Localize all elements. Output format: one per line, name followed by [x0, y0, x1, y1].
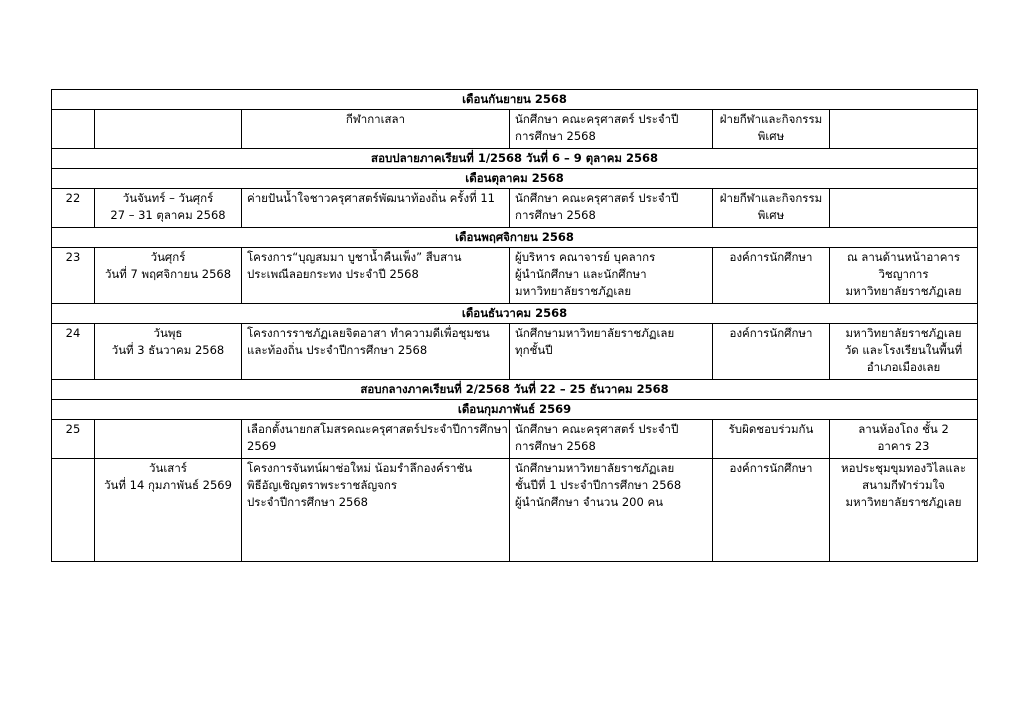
row-responsible-line: พิเศษ [757, 129, 785, 143]
row-venue-line: วัด และโรงเรียนในพื้นที่ [844, 343, 963, 357]
row-activity [242, 189, 510, 228]
row-date-line: วันที่ 14 กุมภาพันธ์ 2569 [104, 478, 232, 492]
row-number-line: 22 [65, 191, 81, 205]
row-participants-line: นักศึกษามหาวิทยาลัยราชภัฏเลย [515, 326, 675, 340]
row-responsible-line: รับผิดชอบร่วมกัน [728, 422, 814, 436]
row-venue-line: หอประชุมขุมทองวิไลและ [841, 461, 967, 475]
row-number-line: 25 [65, 422, 81, 436]
row-venue-line: วิชญาการ [878, 267, 929, 281]
row-responsible-line: องค์การนักศึกษา [729, 461, 813, 475]
month-header-september: เดือนกันยายน 2568 [52, 90, 978, 110]
row-activity-line: พิธีอัญเชิญตราพระราชลัญจกร [247, 478, 398, 492]
row-venue [830, 324, 978, 380]
row-date-line: 27 – 31 ตุลาคม 2568 [110, 208, 226, 222]
month-header-december: เดือนธันวาคม 2568 [52, 304, 978, 324]
row-activity-line: และท้องถิ่น ประจำปีการศึกษา 2568 [247, 343, 428, 357]
row-venue-line: มหาวิทยาลัยราชภัฏเลย [845, 284, 962, 298]
row-number-line: 24 [65, 326, 81, 340]
row-responsible [713, 189, 830, 228]
month-header-february: เดือนกุมภาพันธ์ 2569 [52, 400, 978, 420]
row-number [52, 189, 95, 228]
row-date-line: วันที่ 7 พฤศจิกายน 2568 [104, 267, 232, 281]
row-venue-line: มหาวิทยาลัยราชภัฏเลย [845, 495, 962, 509]
row-venue [830, 110, 978, 149]
month-header-row [52, 228, 978, 248]
row-responsible-line: องค์การนักศึกษา [729, 326, 813, 340]
exam-header-row [52, 149, 978, 169]
row-participants-line: การศึกษา 2568 [515, 129, 596, 143]
row-activity [242, 459, 510, 562]
row-participants-line: มหาวิทยาลัยราชภัฏเลย [515, 284, 632, 298]
row-activity-line: ประเพณีลอยกระทง ประจำปี 2568 [247, 267, 419, 281]
row-responsible [713, 248, 830, 304]
row-number [52, 110, 95, 149]
table-row [52, 420, 978, 459]
table-row [52, 324, 978, 380]
row-activity-line: กีฬากาเสลา [345, 112, 406, 126]
exam-header-row [52, 380, 978, 400]
row-activity-line: โครงการราชภัฏเลยจิตอาสา ทำความดีเพื่อชุมชน [247, 326, 490, 340]
row-venue-line: อาคาร 23 [877, 439, 930, 453]
month-header-october: เดือนตุลาคม 2568 [52, 169, 978, 189]
row-venue-line: อำเภอเมืองเลย [866, 360, 941, 374]
row-participants-line: นักศึกษา คณะครุศาสตร์ ประจำปี [515, 112, 679, 126]
row-venue [830, 189, 978, 228]
row-responsible [713, 459, 830, 562]
row-activity-line: ประจำปีการศึกษา 2568 [247, 495, 368, 509]
table-row [52, 110, 978, 149]
row-responsible-line: ฝ่ายกีฬาและกิจกรรม [719, 112, 823, 126]
activity-schedule-table [51, 89, 978, 562]
row-date-line: วันเสาร์ [149, 461, 187, 475]
table-row [52, 189, 978, 228]
month-header-row [52, 90, 978, 110]
row-number [52, 248, 95, 304]
row-participants [510, 420, 713, 459]
row-venue [830, 459, 978, 562]
row-responsible-line: ฝ่ายกีฬาและกิจกรรม [719, 191, 823, 205]
row-responsible [713, 110, 830, 149]
row-participants [510, 248, 713, 304]
table-row [52, 248, 978, 304]
row-responsible-line: พิเศษ [757, 208, 785, 222]
row-participants-line: ผู้นำนักศึกษา จำนวน 200 คน [515, 495, 664, 509]
row-date [95, 110, 242, 149]
row-venue [830, 420, 978, 459]
row-date-line: วันศุกร์ [150, 250, 186, 264]
row-responsible [713, 420, 830, 459]
row-participants-line: ทุกชั้นปี [515, 343, 553, 357]
row-venue-line: สนามกีฬาร่วมใจ [862, 478, 945, 492]
row-participants [510, 189, 713, 228]
row-activity-line: โครงการจันทน์ผาช่อใหม่ น้อมรำลึกองค์ราชัน [247, 461, 473, 475]
month-header-november: เดือนพฤศจิกายน 2568 [52, 228, 978, 248]
row-venue [830, 248, 978, 304]
row-activity-line: โครงการ“บุญสมมา บูชาน้ำคืนเพ็ง” สืบสาน [247, 250, 462, 264]
table-row [52, 459, 978, 562]
row-date [95, 189, 242, 228]
row-number-line: 23 [65, 250, 81, 264]
row-venue-line: ลานห้องโถง ชั้น 2 [858, 422, 949, 436]
row-date-line: วันพุธ [153, 326, 183, 340]
exam-final-header: สอบปลายภาคเรียนที่ 1/2568 วันที่ 6 – 9 ตุลาคม 2568 [52, 149, 978, 169]
row-participants-line: นักศึกษามหาวิทยาลัยราชภัฏเลย [515, 461, 675, 475]
row-participants-line: นักศึกษา คณะครุศาสตร์ ประจำปี [515, 422, 679, 436]
row-venue-line: ณ ลานด้านหน้าอาคาร [846, 250, 961, 264]
row-participants-line: ผู้นำนักศึกษา และนักศึกษา [515, 267, 647, 281]
row-date [95, 324, 242, 380]
row-date [95, 248, 242, 304]
row-participants-line: ชั้นปีที่ 1 ประจำปีการศึกษา 2568 [515, 478, 682, 492]
row-date-line: วันจันทร์ – วันศุกร์ [122, 191, 214, 205]
row-number [52, 420, 95, 459]
row-activity-line: เลือกตั้งนายกสโมสรคณะครุศาสตร์ประจำปีการศึกษา [247, 422, 508, 436]
month-header-row [52, 304, 978, 324]
row-activity [242, 248, 510, 304]
row-date-line: วันที่ 3 ธันวาคม 2568 [111, 343, 225, 357]
row-activity [242, 420, 510, 459]
row-date [95, 420, 242, 459]
month-header-row [52, 400, 978, 420]
row-activity-line: ค่ายปันน้ำใจชาวครุศาสตร์พัฒนาท้องถิ่น ครั้งที่ 11 [247, 191, 495, 205]
row-responsible-line: องค์การนักศึกษา [729, 250, 813, 264]
row-participants-line: นักศึกษา คณะครุศาสตร์ ประจำปี [515, 191, 679, 205]
row-activity [242, 324, 510, 380]
row-participants [510, 459, 713, 562]
row-responsible [713, 324, 830, 380]
row-participants-line: การศึกษา 2568 [515, 439, 596, 453]
row-participants-line: การศึกษา 2568 [515, 208, 596, 222]
month-header-row [52, 169, 978, 189]
row-participants-line: ผู้บริหาร คณาจารย์ บุคลากร [515, 250, 656, 264]
row-number [52, 459, 95, 562]
row-venue-line: มหาวิทยาลัยราชภัฏเลย [845, 326, 962, 340]
row-activity-line: 2569 [247, 439, 277, 453]
row-participants [510, 324, 713, 380]
row-participants [510, 110, 713, 149]
exam-mid-header: สอบกลางภาคเรียนที่ 2/2568 วันที่ 22 – 25 ธันวาคม 2568 [52, 380, 978, 400]
row-number [52, 324, 95, 380]
row-date [95, 459, 242, 562]
row-activity [242, 110, 510, 149]
